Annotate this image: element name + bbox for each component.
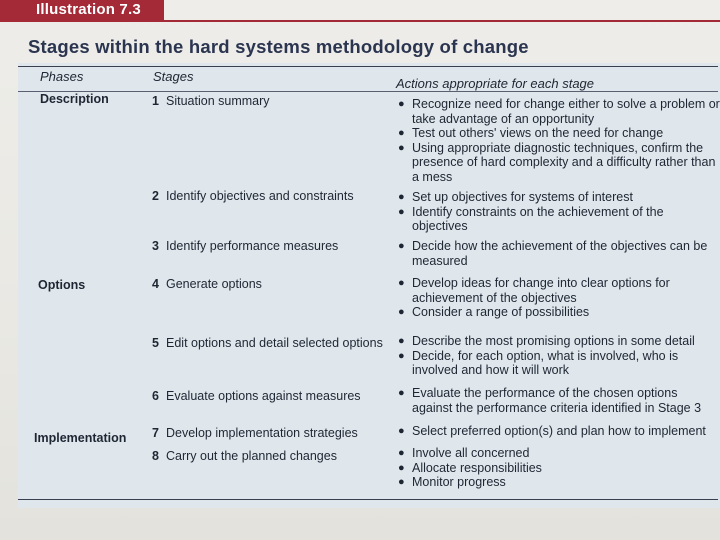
bullet-icon: ● [398,277,405,289]
action-item: ● Test out others' views on the need for change [398,126,664,141]
stage-name: Carry out the planned changes [166,449,337,463]
stage-row [152,389,392,404]
bullet-icon: ● [398,476,405,489]
stage-number: 1 [152,94,159,108]
column-header-stages: Stages [153,69,194,84]
table-header-rule [18,91,718,92]
bullet-icon: ● [398,205,405,218]
stage-actions [396,446,720,490]
action-item: ● Evaluate the performance of the chosen options against the performance criteria identified in Stage 3 [398,386,702,415]
stage-row [152,449,392,464]
bullet-icon: ● [398,306,405,319]
stage-name: Identify objectives and constraints [166,189,354,203]
stage-row [152,336,392,351]
bullet-icon: ● [398,127,405,140]
bullet-icon: ● [398,447,405,459]
action-item: ● Using appropriate diagnostic techniques, confirm the presence of hard complexity and a difficulty rather than a mess [398,140,716,184]
action-item: ● Involve all concerned [398,446,530,460]
stage-row [152,189,392,204]
column-header-actions: Actions appropriate for each stage [396,76,595,91]
bullet-icon: ● [398,387,405,399]
bullet-icon: ● [398,461,405,474]
stage-row [152,277,392,292]
bullet-icon: ● [398,349,405,362]
bullet-icon: ● [398,335,405,347]
phase-description: Description [40,92,109,106]
action-item: ● Decide how the achievement of the objectives can be measured [398,239,708,268]
label-rule [0,20,720,22]
stage-actions [396,190,720,234]
stage-number: 8 [152,449,159,463]
stage-row [152,239,392,254]
stage-name: Situation summary [166,94,270,108]
action-item: ● Recognize need for change either to solve a problem or take advantage of an opportunity [398,97,720,126]
action-item: ● Consider a range of possibilities [398,305,590,320]
stage-number: 7 [152,426,159,440]
stage-number: 4 [152,277,159,291]
page-title: Stages within the hard systems methodology of change [28,36,529,57]
stage-actions [396,276,720,320]
table-top-rule [18,66,718,67]
action-item: ● Develop ideas for change into clear options for achievement of the objectives [398,276,670,305]
stage-row [152,426,392,441]
stage-name: Evaluate options against measures [166,389,361,403]
bullet-icon: ● [398,191,405,203]
stage-actions [396,424,720,439]
phase-implementation: Implementation [34,431,127,445]
stage-actions [396,239,720,268]
stage-number: 5 [152,336,159,350]
bullet-icon: ● [398,425,405,437]
stage-name: Generate options [166,277,262,291]
stage-actions [396,386,720,415]
action-item: ● Describe the most promising options in some detail [398,334,695,348]
stage-number: 3 [152,239,159,253]
action-item: ● Allocate responsibilities [398,460,542,475]
phase-options: Options [38,278,86,292]
bullet-icon: ● [398,98,405,110]
stage-name: Identify performance measures [166,239,339,253]
illustration-label: Illustration 7.3 [0,0,164,20]
bullet-icon: ● [398,141,405,154]
bullet-icon: ● [398,240,405,252]
stage-actions [396,334,720,378]
stage-number: 2 [152,189,159,203]
action-item: ● Select preferred option(s) and plan how to implement [398,424,706,438]
action-item: ● Monitor progress [398,475,506,490]
stage-row [152,94,392,109]
action-item: ● Decide, for each option, what is involved, who is involved and how it will work [398,348,679,378]
stage-number: 6 [152,389,159,403]
stage-actions [396,97,720,185]
stage-name: Edit options and detail selected options [166,336,383,350]
stage-name: Develop implementation strategies [166,426,358,440]
column-header-phases: Phases [40,69,84,84]
table-bottom-rule [18,499,718,500]
action-item: ● Identify constraints on the achievement of the objectives [398,204,664,234]
action-item: ● Set up objectives for systems of interest [398,190,633,204]
